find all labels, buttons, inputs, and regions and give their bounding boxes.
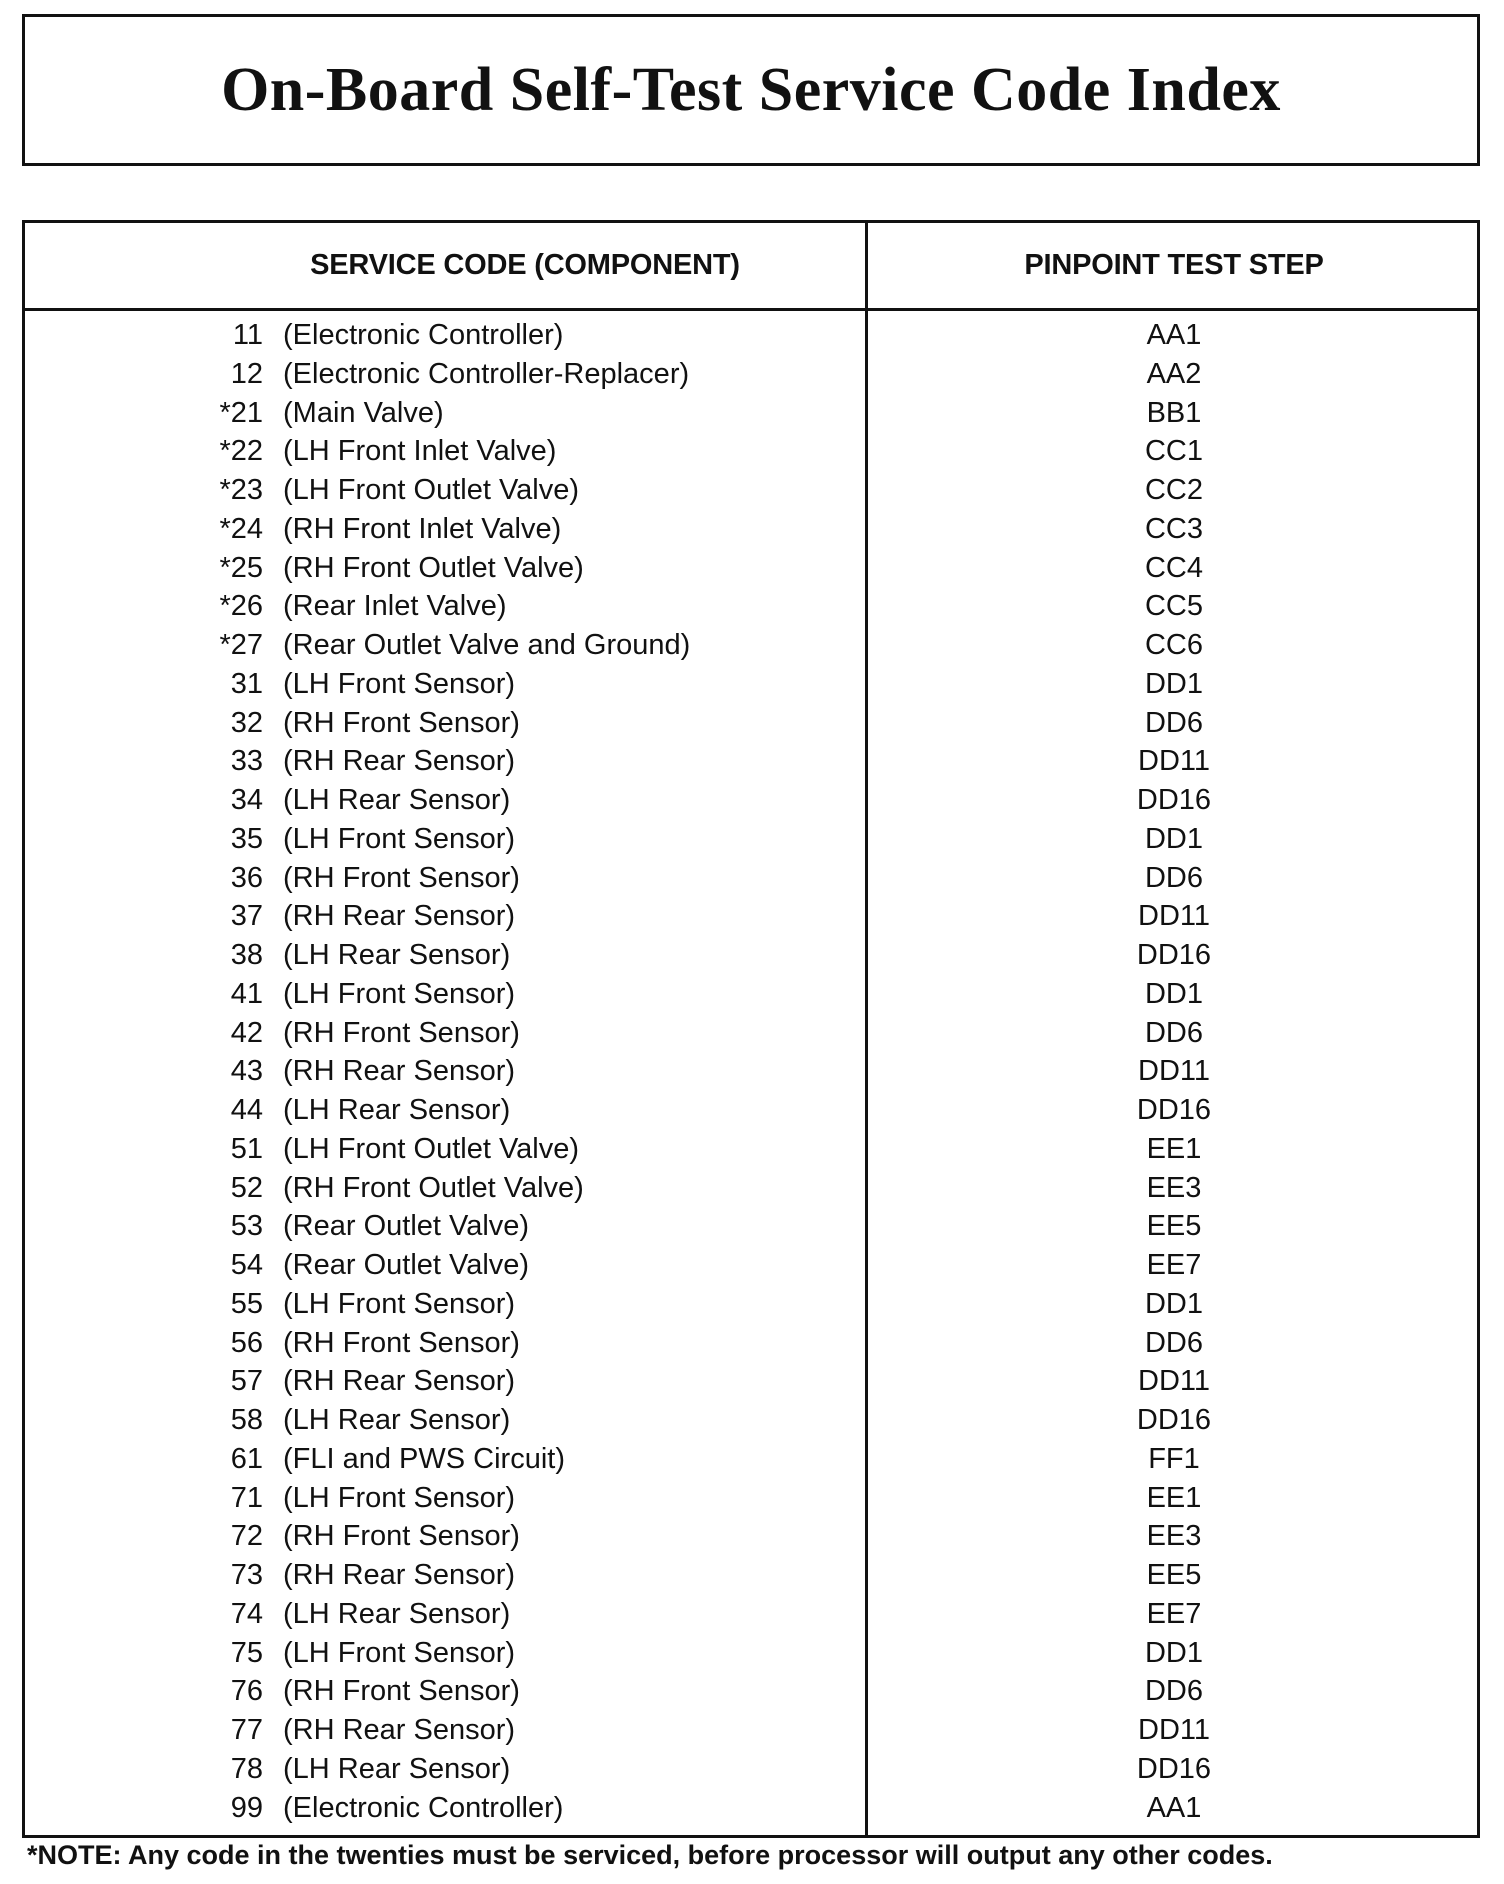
pinpoint-test-step: BB1 [1146, 396, 1202, 429]
service-code: 77 [230, 1714, 263, 1746]
table-row [25, 704, 1477, 743]
component-name: (LH Front Sensor) [283, 977, 516, 1010]
pinpoint-test-step: DD11 [1138, 1055, 1210, 1088]
service-code: 72 [230, 1520, 263, 1553]
pinpoint-test-step: DD16 [1136, 1094, 1212, 1126]
pinpoint-test-step: EE5 [1146, 1559, 1202, 1591]
table-row [25, 1595, 1477, 1634]
service-code: 36 [230, 861, 263, 894]
component-name: (RH Front Sensor) [283, 706, 520, 739]
component-name: (Rear Outlet Valve and Ground) [283, 629, 691, 661]
table-row [25, 859, 1477, 898]
pinpoint-test-step: AA1 [1146, 1791, 1202, 1824]
component-name: (Electronic Controller-Replacer) [283, 357, 690, 390]
table-row [25, 1246, 1477, 1285]
pinpoint-test-step: DD6 [1144, 1016, 1203, 1049]
service-code: 41 [230, 977, 263, 1010]
component-name: (LH Front Sensor) [283, 822, 516, 855]
table-row [25, 510, 1477, 549]
service-code: 51 [230, 1132, 263, 1165]
component-name: (RH Front Sensor) [283, 1016, 520, 1049]
table-row [25, 1285, 1477, 1324]
component-name: (LH Front Sensor) [283, 1636, 516, 1669]
service-code: 71 [230, 1481, 263, 1514]
pinpoint-test-step: DD1 [1144, 977, 1203, 1010]
component-name: (LH Rear Sensor) [283, 1752, 511, 1785]
component-name: (RH Front Sensor) [283, 1520, 520, 1553]
component-name: (RH Front Outlet Valve) [283, 551, 584, 584]
service-code: 38 [230, 939, 263, 971]
table-row [25, 1052, 1477, 1091]
table-row [25, 1479, 1477, 1518]
pinpoint-test-step: CC5 [1144, 590, 1203, 623]
component-name: (Rear Outlet Valve) [283, 1210, 530, 1243]
pinpoint-test-step: EE3 [1146, 1171, 1202, 1204]
table-row [25, 1711, 1477, 1750]
component-name: (RH Rear Sensor) [283, 1365, 516, 1398]
service-code: 33 [230, 745, 263, 778]
pinpoint-test-step: DD11 [1138, 900, 1210, 933]
pinpoint-test-step: EE7 [1146, 1249, 1202, 1281]
pinpoint-test-step: DD6 [1144, 706, 1203, 739]
service-code: 12 [230, 357, 263, 390]
pinpoint-test-step: EE3 [1146, 1520, 1202, 1553]
service-code: 78 [230, 1752, 263, 1785]
component-name: (Rear Inlet Valve) [283, 590, 507, 623]
table-row [25, 355, 1477, 394]
table-row [25, 1324, 1477, 1363]
pinpoint-test-step: DD6 [1144, 1675, 1203, 1708]
service-code: 76 [230, 1675, 263, 1708]
service-code: 37 [230, 900, 263, 933]
header-pinpoint-step: PINPOINT TEST STEP [1024, 249, 1324, 281]
table-row [25, 316, 1477, 355]
service-code: 75 [230, 1636, 263, 1669]
service-code: *23 [219, 474, 263, 506]
pinpoint-test-step: EE5 [1146, 1210, 1202, 1243]
component-name: (LH Front Sensor) [283, 1287, 516, 1320]
pinpoint-test-step: DD16 [1136, 1752, 1212, 1785]
component-name: (LH Rear Sensor) [283, 1597, 511, 1630]
service-code: *21 [219, 396, 263, 429]
table-row [25, 897, 1477, 936]
table-row [25, 975, 1477, 1014]
table-body [25, 316, 1477, 1827]
service-code: 35 [230, 822, 263, 855]
pinpoint-test-step: DD1 [1144, 822, 1203, 855]
table-row [25, 820, 1477, 859]
pinpoint-test-step: DD11 [1138, 1365, 1210, 1398]
component-name: (Electronic Controller) [283, 319, 564, 351]
component-name: (LH Front Inlet Valve) [283, 435, 557, 468]
table-row [25, 1091, 1477, 1130]
service-code: 55 [230, 1287, 263, 1320]
table-row [25, 1556, 1477, 1595]
table-row [25, 1014, 1477, 1053]
pinpoint-test-step: EE1 [1146, 1481, 1202, 1514]
service-code: *22 [219, 435, 263, 468]
service-code: 58 [230, 1404, 263, 1436]
header-service-code: SERVICE CODE (COMPONENT) [310, 249, 740, 281]
pinpoint-test-step: CC4 [1144, 551, 1203, 584]
table-row [25, 1634, 1477, 1673]
footnote: *NOTE: Any code in the twenties must be serviced, before processor will output any other codes. [27, 1840, 1273, 1870]
service-code: 11 [232, 319, 263, 351]
service-code: 32 [230, 706, 263, 739]
table-row [25, 471, 1477, 510]
component-name: (RH Rear Sensor) [283, 745, 516, 778]
service-code: 34 [230, 784, 263, 816]
component-name: (Rear Outlet Valve) [283, 1249, 530, 1281]
component-name: (RH Front Sensor) [283, 1326, 520, 1359]
pinpoint-test-step: DD11 [1138, 745, 1210, 778]
component-name: (LH Front Sensor) [283, 1481, 516, 1514]
service-code-table [22, 220, 1480, 1838]
service-code: 73 [230, 1559, 263, 1591]
pinpoint-test-step: CC2 [1144, 474, 1203, 506]
service-code: 42 [230, 1016, 263, 1049]
pinpoint-test-step: DD6 [1144, 1326, 1203, 1359]
service-code: 31 [230, 667, 263, 700]
table-row [25, 936, 1477, 975]
component-name: (RH Rear Sensor) [283, 1055, 516, 1088]
pinpoint-test-step: CC1 [1144, 435, 1203, 468]
table-row [25, 1789, 1477, 1828]
pinpoint-test-step: CC6 [1144, 629, 1203, 661]
pinpoint-test-step: DD6 [1144, 861, 1203, 894]
table-row [25, 1750, 1477, 1789]
service-code: 74 [230, 1597, 263, 1630]
pinpoint-test-step: AA1 [1146, 319, 1202, 351]
service-code: *25 [219, 551, 263, 584]
service-code: *27 [219, 629, 263, 661]
table-row [25, 781, 1477, 820]
table-row [25, 1517, 1477, 1556]
table-row [25, 1401, 1477, 1440]
service-code: 57 [230, 1365, 263, 1398]
component-name: (LH Front Outlet Valve) [283, 1132, 580, 1165]
pinpoint-test-step: CC3 [1144, 512, 1203, 545]
pinpoint-test-step: DD16 [1136, 939, 1212, 971]
service-code: 44 [230, 1094, 263, 1126]
component-name: (LH Rear Sensor) [283, 784, 511, 816]
table-header-row [25, 223, 1477, 311]
table-row [25, 1169, 1477, 1208]
component-name: (RH Rear Sensor) [283, 900, 516, 933]
service-code: 99 [230, 1791, 263, 1824]
table-row [25, 1207, 1477, 1246]
table-row [25, 394, 1477, 433]
pinpoint-test-step: EE7 [1146, 1597, 1202, 1630]
service-code: 56 [230, 1326, 263, 1359]
service-code: 54 [230, 1249, 263, 1281]
page-title: On-Board Self-Test Service Code Index [221, 55, 1281, 124]
component-name: (LH Front Outlet Valve) [283, 474, 580, 506]
table-row [25, 1130, 1477, 1169]
component-name: (RH Front Sensor) [283, 861, 520, 894]
component-name: (RH Front Sensor) [283, 1675, 520, 1708]
pinpoint-test-step: DD1 [1144, 667, 1203, 700]
title-box [22, 14, 1480, 166]
table-row [25, 1440, 1477, 1479]
pinpoint-test-step: DD16 [1136, 784, 1212, 816]
component-name: (Electronic Controller) [283, 1791, 564, 1824]
pinpoint-test-step: DD1 [1144, 1287, 1203, 1320]
table-row [25, 1672, 1477, 1711]
service-code: 52 [230, 1171, 263, 1204]
service-code: 43 [230, 1055, 263, 1088]
table-row [25, 1362, 1477, 1401]
table-row [25, 665, 1477, 704]
component-name: (RH Front Outlet Valve) [283, 1171, 584, 1204]
table-row [25, 549, 1477, 588]
component-name: (RH Rear Sensor) [283, 1714, 516, 1746]
pinpoint-test-step: DD11 [1138, 1714, 1210, 1746]
component-name: (LH Rear Sensor) [283, 939, 511, 971]
component-name: (RH Rear Sensor) [283, 1559, 516, 1591]
pinpoint-test-step: FF1 [1148, 1442, 1200, 1475]
service-code: 61 [230, 1442, 263, 1475]
component-name: (FLI and PWS Circuit) [283, 1442, 565, 1475]
component-name: (RH Front Inlet Valve) [283, 512, 562, 545]
table-row [25, 626, 1477, 665]
component-name: (LH Rear Sensor) [283, 1094, 511, 1126]
service-code: *24 [219, 512, 263, 545]
table-row [25, 432, 1477, 471]
component-name: (LH Front Sensor) [283, 667, 516, 700]
pinpoint-test-step: DD1 [1144, 1636, 1203, 1669]
pinpoint-test-step: AA2 [1146, 357, 1202, 390]
service-code: 53 [230, 1210, 263, 1243]
service-code: *26 [219, 590, 263, 623]
table-row [25, 587, 1477, 626]
component-name: (Main Valve) [283, 396, 444, 429]
pinpoint-test-step: DD16 [1136, 1404, 1212, 1436]
pinpoint-test-step: EE1 [1146, 1132, 1202, 1165]
component-name: (LH Rear Sensor) [283, 1404, 511, 1436]
table-row [25, 742, 1477, 781]
